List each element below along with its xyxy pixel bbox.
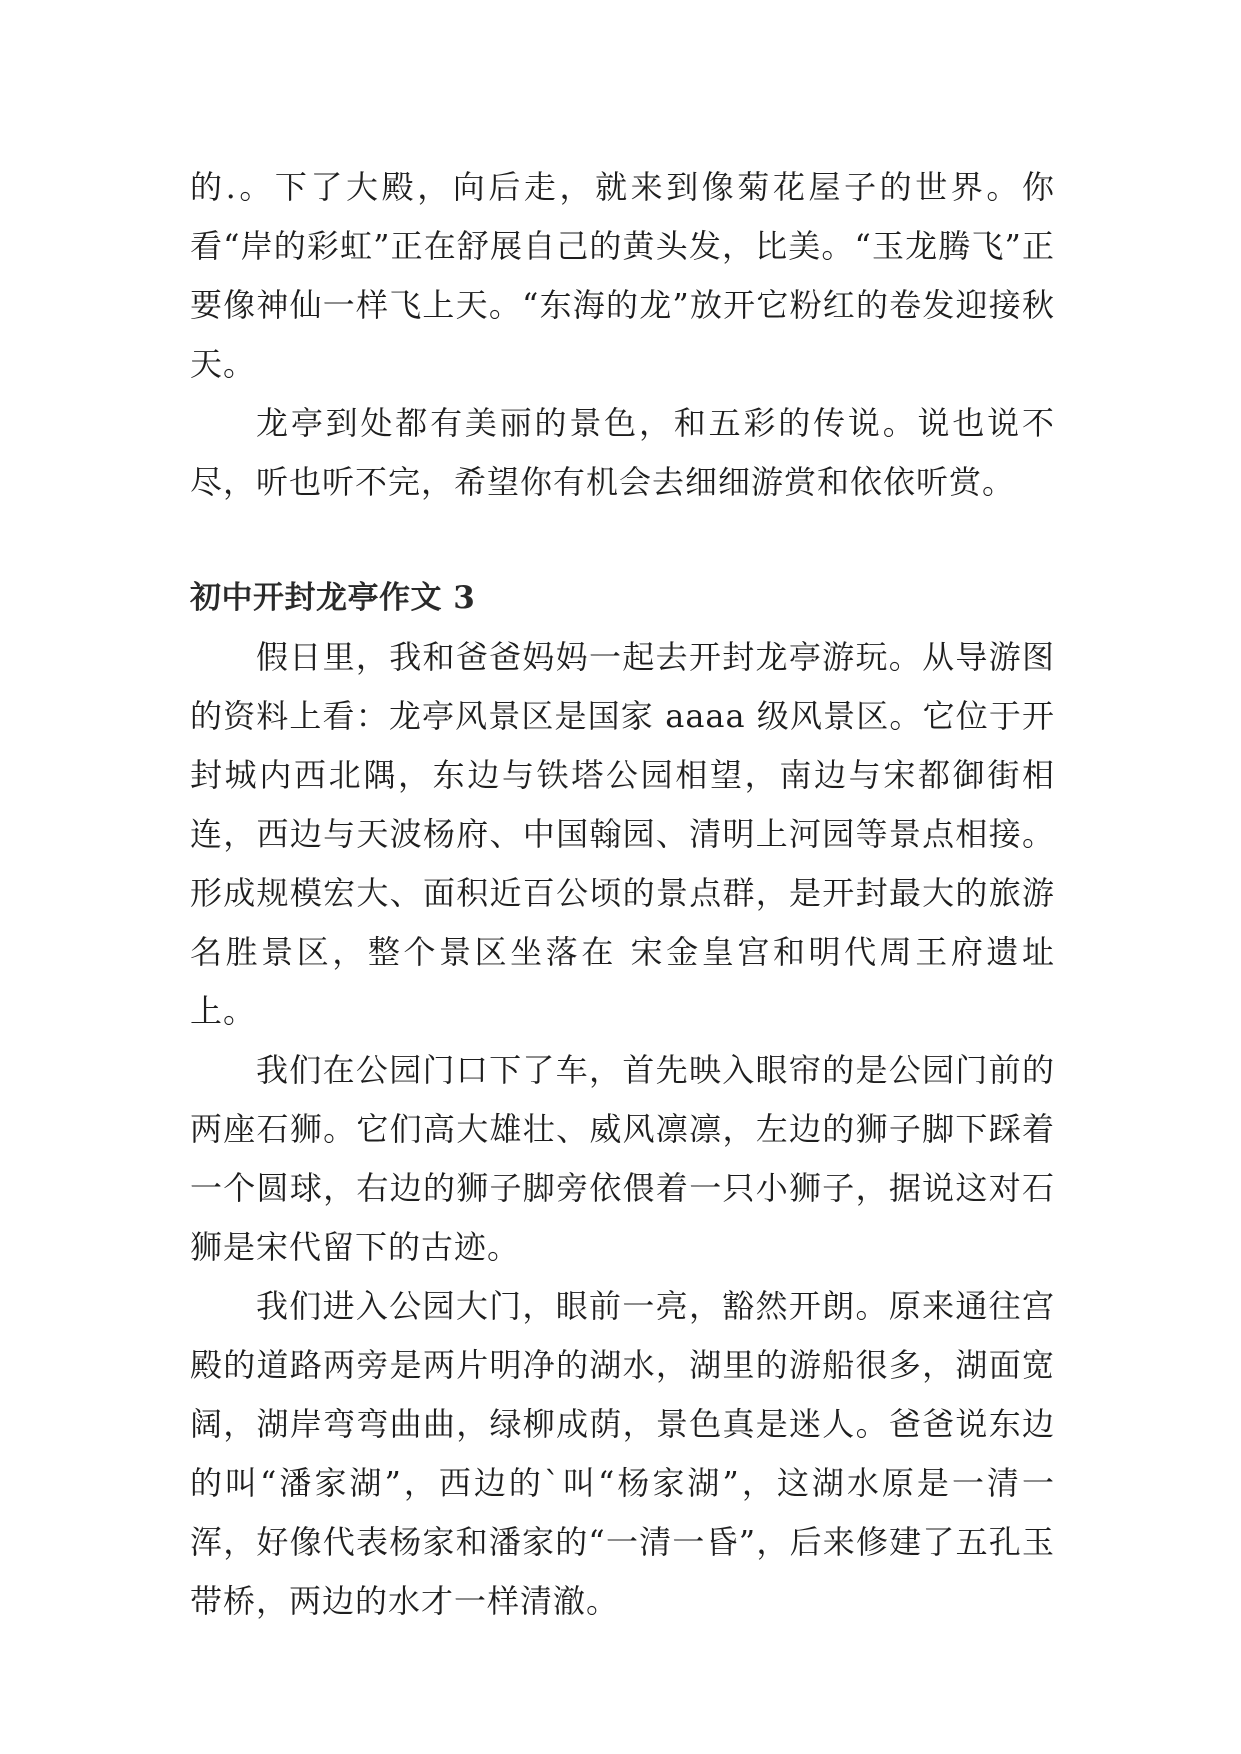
document-body xyxy=(190,158,1055,1631)
paragraph-4: 我们在公园门口下了车，首先映入眼帘的是公园门前的两座石狮。它们高大雄壮、威风凛凛，左边的狮子脚下踩着一个圆球，右边的狮子脚旁依偎着一只小狮子，据说这对石狮是宋代留下的古迹。 xyxy=(190,1051,1055,1266)
section-title: 初中开封龙亭作文 3 xyxy=(190,580,476,616)
paragraph-5: 我们进入公园大门，眼前一亮，豁然开朗。原来通往宫殿的道路两旁是两片明净的湖水，湖里的游船很多，湖面宽阔，湖岸弯弯曲曲，绿柳成荫，景色真是迷人。爸爸说东边的叫“潘家湖”，西边的`叫“杨家湖”，这湖水原是一清一浑，好像代表杨家和潘家的“一清一昏”，后来修建了五孔玉带桥，两边的水才一样清澈。 xyxy=(190,1287,1055,1620)
paragraph-2: 龙亭到处都有美丽的景色，和五彩的传说。说也说不尽，听也听不完，希望你有机会去细细游赏和依依听赏。 xyxy=(190,404,1055,501)
paragraph-3: 假日里，我和爸爸妈妈一起去开封龙亭游玩。从导游图的资料上看：龙亭风景区是国家 aaaa 级风景区。它位于开封城内西北隅，东边与铁塔公园相望，南边与宋都御街相连，西边与天波杨府、中国翰园、清明上河园等景点相接。形成规模宏大、面积近百公顷的景点群，是开封最大的旅游名胜景区，整个景区坐落在 宋金皇宫和明代周王府遗址上。 xyxy=(190,638,1055,1030)
paragraph-1: 的.。下了大殿，向后走，就来到像菊花屋子的世界。你看“岸的彩虹”正在舒展自己的黄头发，比美。“玉龙腾飞”正要像神仙一样飞上天。“东海的龙”放开它粉红的卷发迎接秋天。 xyxy=(190,168,1055,383)
